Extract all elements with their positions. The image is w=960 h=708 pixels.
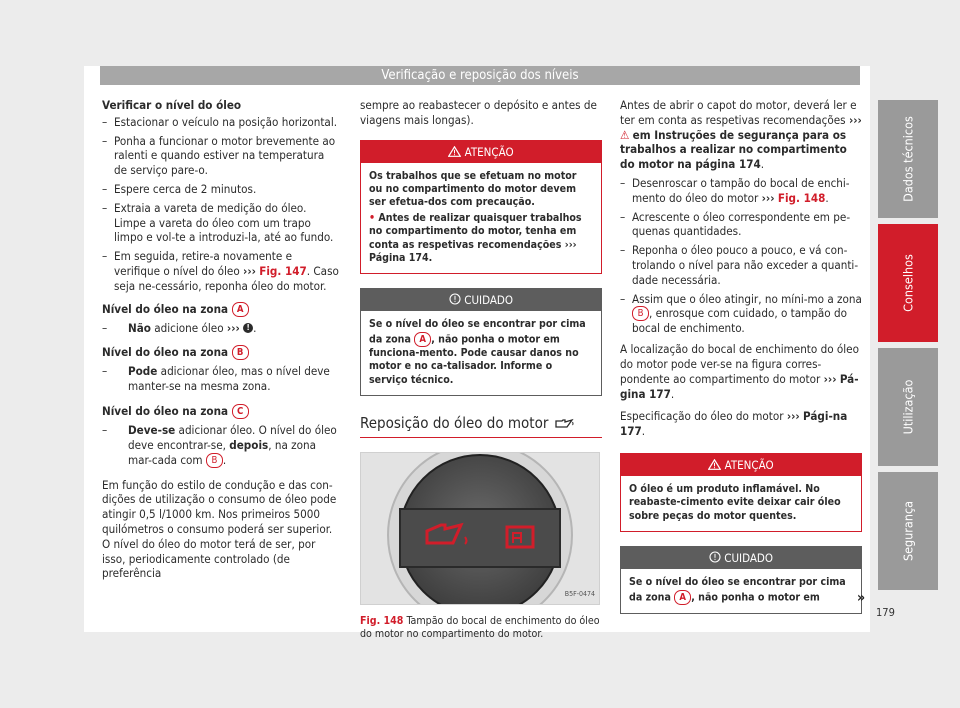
page-number: 179 bbox=[876, 606, 895, 619]
level-c-heading: Nível do óleo na zona C bbox=[102, 404, 340, 419]
warning-triangle-icon bbox=[708, 458, 724, 472]
column-2 bbox=[360, 98, 602, 642]
info-icon: ! bbox=[243, 323, 253, 333]
warning-box-header: ATENÇÃO bbox=[621, 454, 861, 476]
caution-box-header: CUIDADO bbox=[361, 289, 601, 311]
warning-triangle-icon bbox=[448, 145, 464, 159]
page-link[interactable]: Pági-na 177 bbox=[620, 409, 848, 439]
warning-bullet: • Antes de realizar quaisquer trabalhos no compartimento do motor, tenha em conta as respetivas recomendações ››› Página 174. bbox=[369, 211, 582, 265]
caution-circle-icon bbox=[709, 551, 724, 565]
check-oil-heading: Verificar o nível do óleo bbox=[102, 98, 242, 112]
tab-seguranca[interactable]: Segurança bbox=[878, 472, 938, 590]
tab-conselhos[interactable]: Conselhos bbox=[878, 224, 938, 342]
list-item: – Extraia a vareta de medição do óleo. Limpe a vareta do óleo com um trapo limpo e vol-te a introduzi-la, até ao fundo. bbox=[102, 201, 340, 245]
zone-badge: B bbox=[232, 345, 249, 360]
caution-box: CUIDADO Se o nível do óleo se encontrar por cima da zona A , não ponha o motor em funciona-mento. Pode causar danos no motor e no ca-talisador. Informe o serviço técnico. bbox=[360, 288, 602, 396]
zone-badge: A bbox=[674, 590, 691, 605]
page-link[interactable]: Página 174 bbox=[369, 252, 429, 265]
list-item: – Em seguida, retire-a novamente e verifique o nível do óleo ››› Fig. 147. Caso seja ne-cessário, reponha óleo do motor. bbox=[102, 249, 340, 293]
caution-circle-icon bbox=[449, 293, 464, 307]
figure-link[interactable]: Fig. 147 bbox=[259, 263, 307, 278]
column-1 bbox=[102, 98, 340, 589]
list-item: – Estacionar o veículo na posição horizontal. bbox=[102, 115, 340, 130]
warning-text: O óleo é um produto inflamável. No reabaste-cimento evite deixar cair óleo sobre peças do motor quentes. bbox=[629, 482, 841, 522]
list-item: – Ponha a funcionar o motor brevemente ao ralenti e quando estiver na temperatura de serviço pare-o. bbox=[102, 134, 340, 178]
list-item: – Espere cerca de 2 minutos. bbox=[102, 182, 340, 197]
list-item: – Pode adicionar óleo, mas o nível deve manter-se na mesma zona. bbox=[102, 364, 340, 394]
warning-triangle-icon: ⚠ bbox=[620, 127, 630, 142]
location-paragraph: A localização do bocal de enchimento do óleo do motor pode ver-se na figura corres-pondente ao compartimento do motor ››› Pá-gina 177. bbox=[620, 342, 859, 401]
page-link[interactable]: Pá-gina 177 bbox=[620, 371, 859, 401]
zone-badge: A bbox=[232, 302, 249, 317]
level-b-heading: Nível do óleo na zona B bbox=[102, 345, 340, 360]
level-a-heading: Nível do óleo na zona A bbox=[102, 302, 340, 317]
consumption-paragraph: Em função do estilo de condução e das con-dições de utilização o consumo de óleo pode atingir 0,5 l/1000 km. Nos primeiros 5000 quilómetros o consumo poderá ser superior. O nível do óleo do motor terá de ser, por isso, periodicamente controlado (de preferência bbox=[102, 477, 337, 581]
oil-cap-figure bbox=[360, 452, 600, 605]
list-item: – Não adicione óleo ››› ! . bbox=[102, 321, 340, 336]
section-title: Reposição do óleo do motor bbox=[360, 416, 602, 438]
list-item: – Reponha o óleo pouco a pouco, e vá con-trolando o nível para não exceder a quanti-dade necessária. bbox=[620, 243, 862, 287]
list-item: – Deve-se adicionar óleo. O nível do óleo deve encontrar-se, depois, na zona mar-cada com B . bbox=[102, 423, 340, 468]
zone-badge: A bbox=[414, 332, 431, 347]
tab-dados-tecnicos[interactable]: Dados técnicos bbox=[878, 100, 938, 218]
continue-marker: » bbox=[857, 590, 866, 606]
tab-utilizacao[interactable]: Utilização bbox=[878, 348, 938, 466]
warning-box-header: ATENÇÃO bbox=[361, 141, 601, 163]
caution-box: CUIDADO Se o nível do óleo se encontrar por cima da zona A , não ponha o motor em bbox=[620, 546, 862, 613]
list-item: – Assim que o óleo atingir, no míni-mo a zona B , enrosque com cuidado, o tampão do bocal de enchimento. bbox=[620, 292, 862, 337]
warning-box bbox=[620, 453, 862, 532]
page-header: Verificação e reposição dos níveis bbox=[100, 66, 860, 85]
column-3 bbox=[620, 98, 862, 628]
zone-badge: B bbox=[632, 306, 649, 321]
continued-paragraph: sempre ao reabastecer o depósito e antes de viagens mais longas). bbox=[360, 98, 597, 127]
list-item: – Desenroscar o tampão do bocal de enchi-mento do óleo do motor ››› Fig. 148. bbox=[620, 176, 862, 206]
oil-can-icon bbox=[553, 414, 575, 432]
zone-badge: C bbox=[232, 404, 249, 419]
figure-caption: Fig. 148 Tampão do bocal de enchimento do óleo do motor no compartimento do motor. bbox=[360, 614, 600, 641]
specification-paragraph: Especificação do óleo do motor ››› Pági-na 177. bbox=[620, 409, 848, 439]
zone-badge: B bbox=[206, 453, 223, 468]
oil-cap-illustration bbox=[361, 453, 599, 604]
figure-link[interactable]: Fig. 148 bbox=[777, 190, 826, 205]
intro-paragraph: Antes de abrir o capot do motor, deverá ler e ter em conta as respetivas recomendações ››› ⚠ em Instruções de segurança para os trabalhos a realizar no compartimento do motor na página 174. bbox=[620, 98, 862, 172]
warning-text: Os trabalhos que se efetuam no motor ou no compartimento do motor devem ser efetua-dos com precaução. bbox=[369, 169, 577, 209]
caution-box-header: CUIDADO bbox=[621, 547, 861, 569]
figure-code: B5F-0474 bbox=[564, 590, 595, 599]
list-item: – Acrescente o óleo correspondente em pe-quenas quantidades. bbox=[620, 210, 862, 240]
warning-box bbox=[360, 140, 602, 275]
